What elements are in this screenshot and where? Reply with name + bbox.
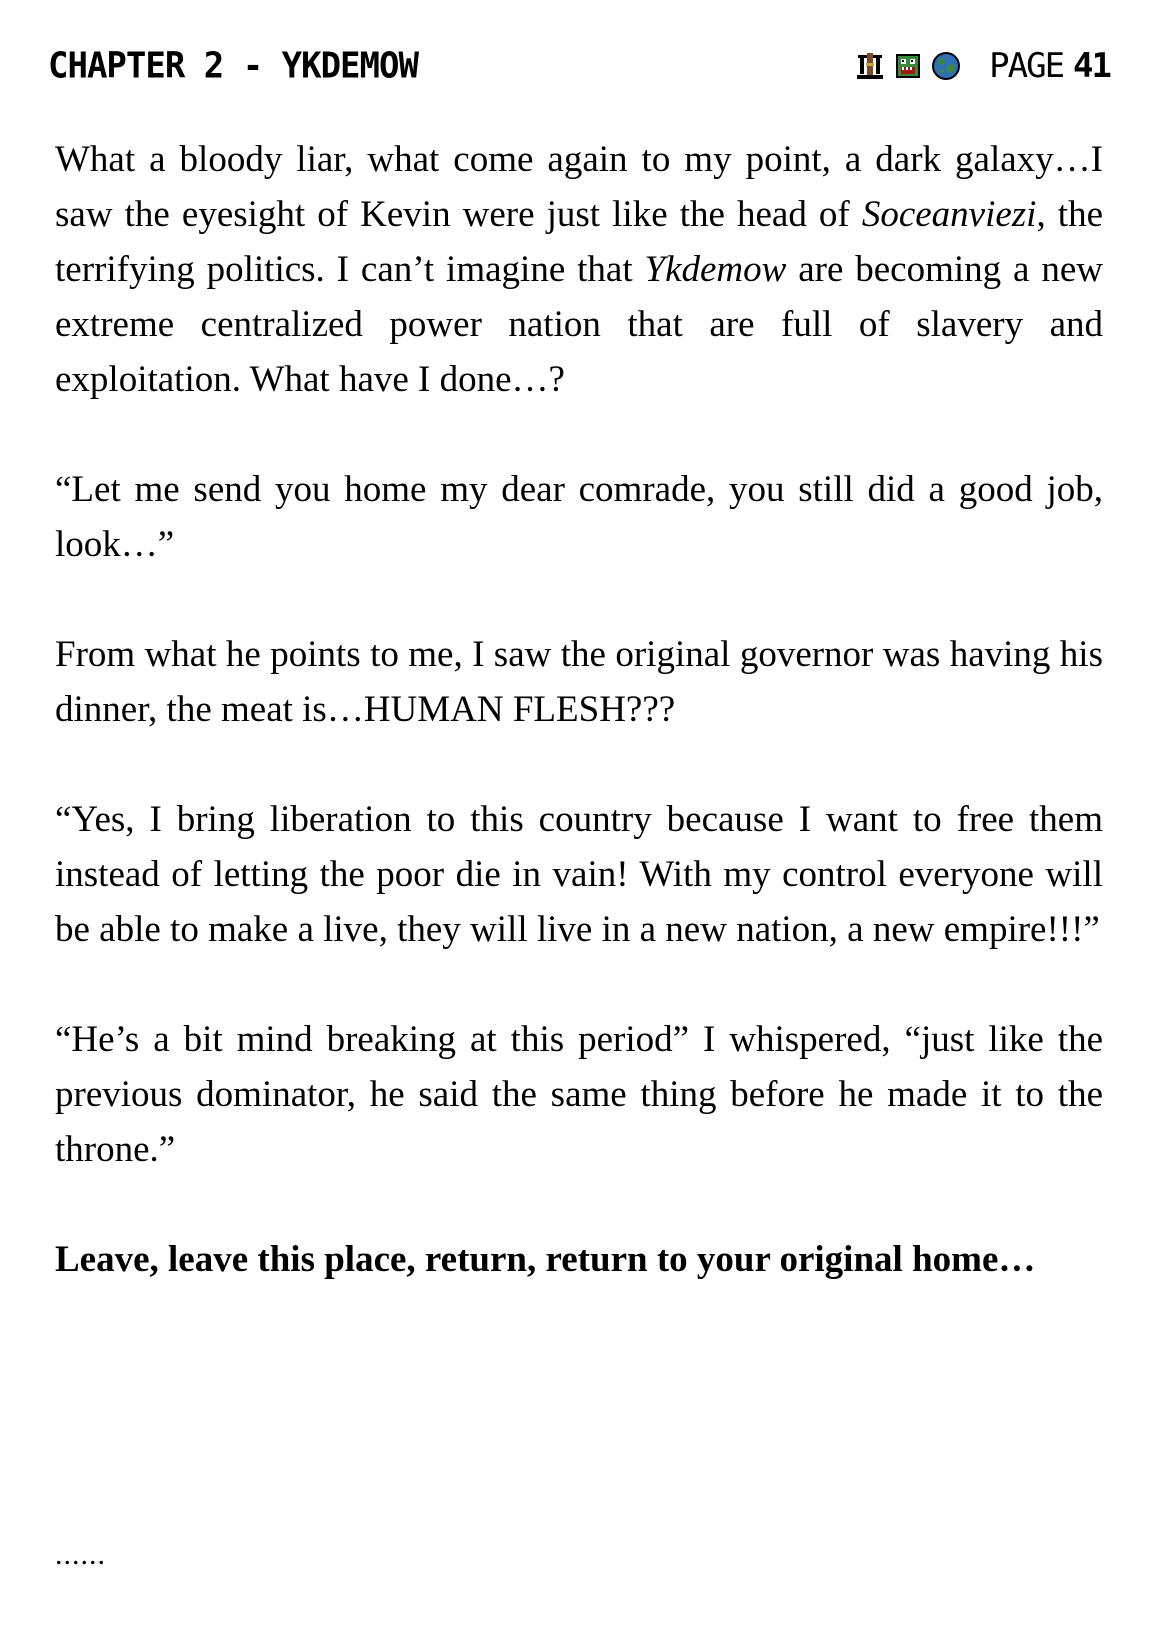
- paragraph-1: [55, 132, 1103, 407]
- paragraph-3: From what he points to me, I saw the original governor was having his dinner, the meat is…HUMAN FLESH???: [55, 634, 1103, 730]
- paragraph-4: “Yes, I bring liberation to this country because I want to free them instead of letting the poor die in vain! With my control everyone will be able to make a live, they will live in a new nation, a new empire!!!”: [55, 799, 1103, 950]
- monument-icon: [855, 51, 885, 81]
- globe-icon: [931, 51, 961, 81]
- page-number: 41: [1073, 46, 1110, 86]
- paragraph-2: “Let me send you home my dear comrade, you still did a good job, look…”: [55, 469, 1103, 565]
- page-label: PAGE: [989, 46, 1064, 86]
- paragraph-1-italic-soceanviezi: Soceanviezi: [861, 194, 1037, 235]
- paragraph-1-italic-ykdemow: Ykdemow: [644, 249, 787, 290]
- paragraph-1-part-a: What a bloody liar, what come again to my point, a dark galaxy…I saw the eyesight of Kevin were just like the head of: [55, 139, 1103, 235]
- header-icons: [855, 51, 961, 81]
- page-header: [48, 44, 1110, 88]
- closing-ellipsis: ......: [55, 1538, 106, 1571]
- header-right: [855, 46, 1110, 86]
- chapter-title: CHAPTER 2 - YKDEMOW: [48, 45, 418, 87]
- paragraph-1-part-b: , the terrifying politics. I can’t imagine that: [55, 194, 1103, 290]
- paragraph-1-part-c: are becoming a new extreme centralized power nation that are full of slavery and exploitation. What have I done…?: [55, 249, 1104, 400]
- paragraph-5: “He’s a bit mind breaking at this period” I whispered, “just like the previous dominator, he said the same thing before he made it to the throne.”: [55, 1019, 1103, 1170]
- creature-icon: [893, 51, 923, 81]
- paragraph-6-bold: Leave, leave this place, return, return to your original home…: [55, 1239, 1036, 1280]
- page-body: [55, 132, 1103, 1287]
